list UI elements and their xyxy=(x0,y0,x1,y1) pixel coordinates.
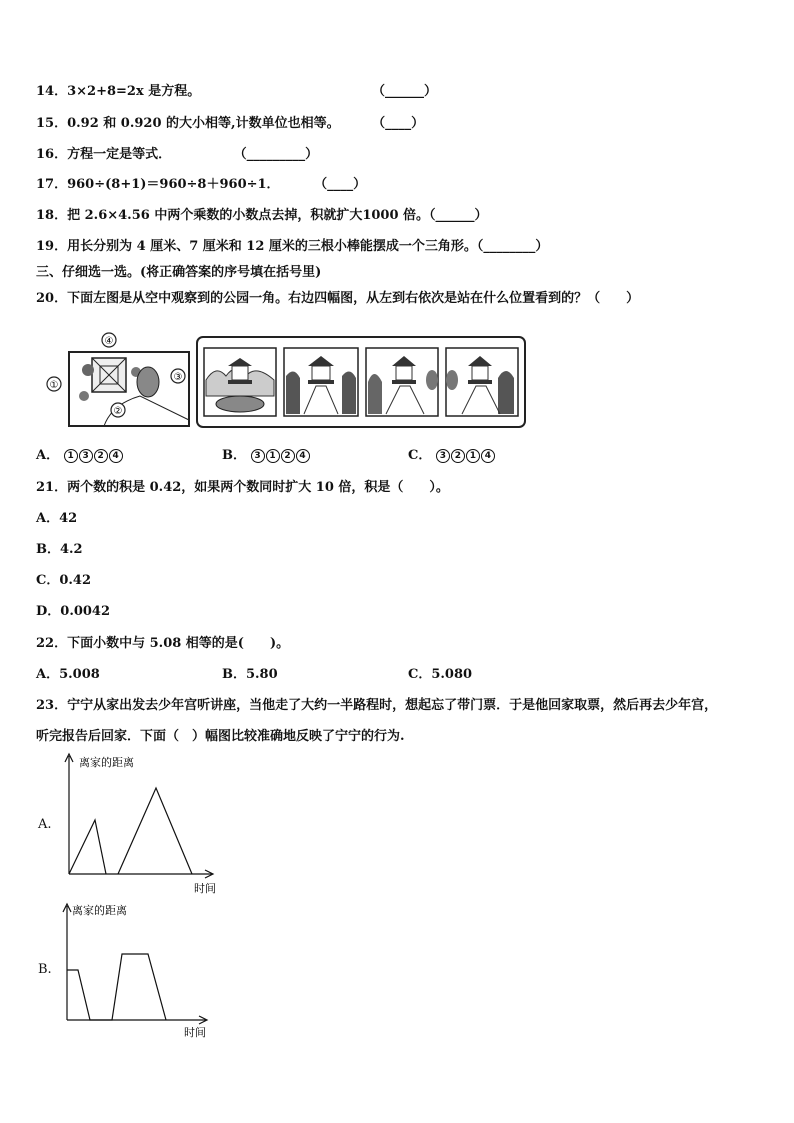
question-19-text: 19．用长分别为 4 厘米、7 厘米和 12 厘米的三根小棒能摆成一个三角形。（________） xyxy=(36,239,549,254)
question-18 xyxy=(36,208,488,224)
question-23-line-2: 听完报告后回家．下面（ ）幅图比较准确地反映了宁宁的行为. xyxy=(36,729,405,744)
graph-b-label[interactable]: B. xyxy=(38,962,52,977)
graph-a xyxy=(62,752,222,898)
q21-option-c[interactable]: C．0.42 xyxy=(36,573,92,588)
q20-option-b[interactable]: B． 3 1 2 4 xyxy=(222,448,311,464)
q20-option-c[interactable]: C． 3 2 1 4 xyxy=(408,448,496,464)
question-22-text: 22．下面小数中与 5.08 相等的是( )。 xyxy=(36,636,290,651)
question-16 xyxy=(36,147,318,163)
q22-option-a[interactable]: A．5.008 xyxy=(36,667,100,682)
question-23-line-1: 23．宁宁从家出发去少年宫听讲座，当他走了大约一半路程时，想起忘了带门票．于是他回家取票，然后再去少年宫， xyxy=(36,698,718,713)
graph-b-ylabel: 离家的距离 xyxy=(72,904,127,917)
map-label-1: ① xyxy=(49,380,59,391)
question-17-answer-blank[interactable]: （____） xyxy=(314,177,367,192)
view-panel-4 xyxy=(446,348,518,416)
question-21-text: 21．两个数的积是 0.42，如果两个数同时扩大 10 倍，积是（ ）。 xyxy=(36,480,449,495)
graph-a-xlabel: 时间 xyxy=(194,882,216,895)
q21-option-a[interactable]: A．42 xyxy=(36,511,78,526)
question-17 xyxy=(36,177,366,193)
q21-option-d[interactable]: D．0.0042 xyxy=(36,604,111,619)
graph-a-label[interactable]: A. xyxy=(38,817,52,832)
view-panel-2 xyxy=(284,348,358,416)
question-16-text: 16．方程一定是等式． xyxy=(36,147,172,162)
q20-option-a[interactable]: A． 1 3 2 4 xyxy=(36,448,124,464)
graph-a-line xyxy=(69,820,106,874)
map-label-2: ② xyxy=(113,406,123,417)
question-14-answer-blank[interactable]: （______） xyxy=(372,84,438,99)
question-17-text: 17．960÷(8+1)＝960÷8＋960÷1． xyxy=(36,177,280,192)
graph-a-ylabel: 离家的距离 xyxy=(79,756,134,769)
question-20-text: 20．下面左图是从空中观察到的公园一角。右边四幅图，从左到右依次是站在什么位置看到的？（ ） xyxy=(36,291,640,306)
map-label-3: ③ xyxy=(173,372,183,383)
view-panel-3 xyxy=(366,348,438,416)
question-19 xyxy=(36,239,548,255)
view-panel-1 xyxy=(204,348,276,416)
question-16-answer-blank[interactable]: （_________） xyxy=(233,147,319,162)
graph-b-line xyxy=(67,954,166,1020)
graph-b xyxy=(60,902,220,1040)
map-label-4: ④ xyxy=(104,336,114,347)
section-3-heading: 三、仔细选一选。(将正确答案的序号填在括号里) xyxy=(36,265,322,280)
park-map-figure xyxy=(44,330,192,430)
question-15-text: 15．0.92 和 0.920 的大小相等,计数单位也相等。 xyxy=(36,116,340,131)
q21-option-b[interactable]: B．4.2 xyxy=(36,542,83,557)
park-views-figure xyxy=(196,336,526,428)
graph-b-xlabel: 时间 xyxy=(184,1026,206,1039)
graph-a-line-2 xyxy=(118,788,192,874)
question-15-answer-blank[interactable]: （____） xyxy=(372,116,425,131)
question-18-text: 18．把 2.6×4.56 中两个乘数的小数点去掉，积就扩大1000 倍。（______） xyxy=(36,208,488,223)
question-14-text: 14．3×2+8=2x 是方程。 xyxy=(36,84,201,99)
question-15 xyxy=(36,116,424,132)
q22-option-c[interactable]: C．5.080 xyxy=(408,667,473,682)
q22-option-b[interactable]: B．5.80 xyxy=(222,667,278,682)
question-14 xyxy=(36,84,438,100)
